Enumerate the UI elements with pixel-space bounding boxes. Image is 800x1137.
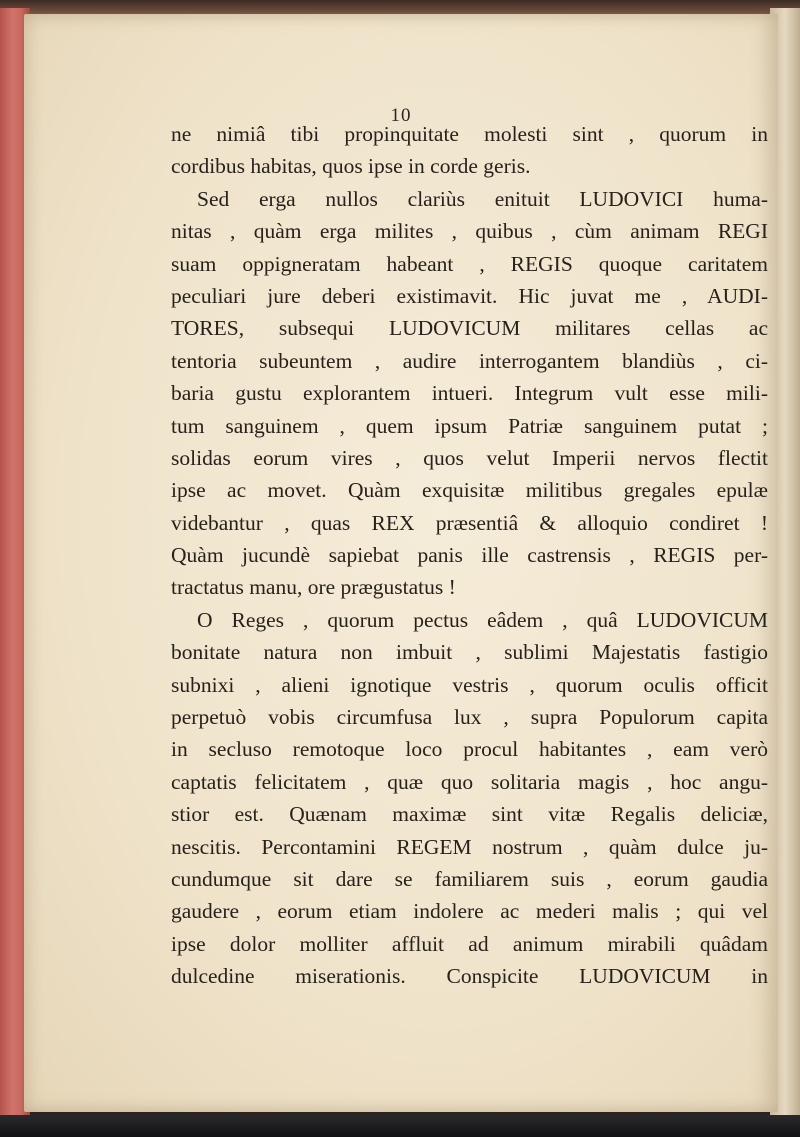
- book-bottom-edge: [0, 1115, 800, 1137]
- text-line: nitas , quàm erga milites , quibus , cùm animam REGI: [171, 219, 768, 244]
- text-line: tentoria subeuntem , audire interrogantem blandiùs , ci-: [171, 348, 768, 373]
- page-number: 10: [390, 105, 412, 126]
- text-line: ne nimiâ tibi propinquitate molesti sint , quorum in: [171, 122, 768, 146]
- text-line: TORES, subsequi LUDOVICUM militares cellas ac: [171, 316, 768, 341]
- text-line: solidas eorum vires , quos velut Imperii nervos flectit: [171, 445, 768, 470]
- text-line: peculiari jure deberi existimavit. Hic juvat me , AUDI-: [171, 283, 768, 308]
- text-line: perpetuò vobis circumfusa lux , supra Populorum capita: [171, 705, 768, 730]
- text-line: Sed erga nullos clariùs enituit LUDOVICI huma-: [197, 186, 768, 211]
- text-line: stior est. Quænam maximæ sint vitæ Regalis deliciæ,: [171, 802, 768, 827]
- text-line: captatis felicitatem , quæ quo solitaria magis , hoc angu-: [171, 769, 768, 794]
- body-text: [171, 118, 768, 993]
- text-line: baria gustu explorantem intueri. Integrum vult esse mili-: [171, 381, 768, 406]
- text-line: videbantur , quas REX præsentiâ & alloquio condiret !: [171, 510, 768, 535]
- text-line: Quàm jucundè sapiebat panis ille castrensis , REGIS per-: [171, 543, 768, 568]
- text-line: gaudere , eorum etiam indolere ac mederi malis ; qui vel: [171, 899, 768, 924]
- text-line: in secluso remotoque loco procul habitantes , eam verò: [171, 737, 768, 762]
- text-line: ipse dolor molliter affluit ad animum mirabili quâdam: [171, 931, 768, 956]
- text-line: dulcedine miserationis. Conspicite LUDOVICUM in: [171, 964, 768, 989]
- text-line: subnixi , alieni ignotique vestris , quorum oculis officit: [171, 672, 768, 697]
- text-line: tum sanguinem , quem ipsum Patriæ sanguinem putat ;: [171, 413, 768, 438]
- text-line: suam oppigneratam habeant , REGIS quoque caritatem: [171, 251, 768, 276]
- text-line: bonitate natura non imbuit , sublimi Majestatis fastigio: [171, 640, 768, 665]
- text-line: cundumque sit dare se familiarem suis , eorum gaudia: [171, 866, 768, 891]
- text-line: tractatus manu, ore prægustatus !: [171, 575, 456, 600]
- text-line: O Reges , quorum pectus eâdem , quâ LUDOVICUM: [197, 607, 768, 632]
- text-line: nescitis. Percontamini REGEM nostrum , quàm dulce ju-: [171, 834, 768, 859]
- text-line: cordibus habitas, quos ipse in corde geris.: [171, 154, 531, 179]
- text-line: ipse ac movet. Quàm exquisitæ militibus gregales epulæ: [171, 478, 768, 503]
